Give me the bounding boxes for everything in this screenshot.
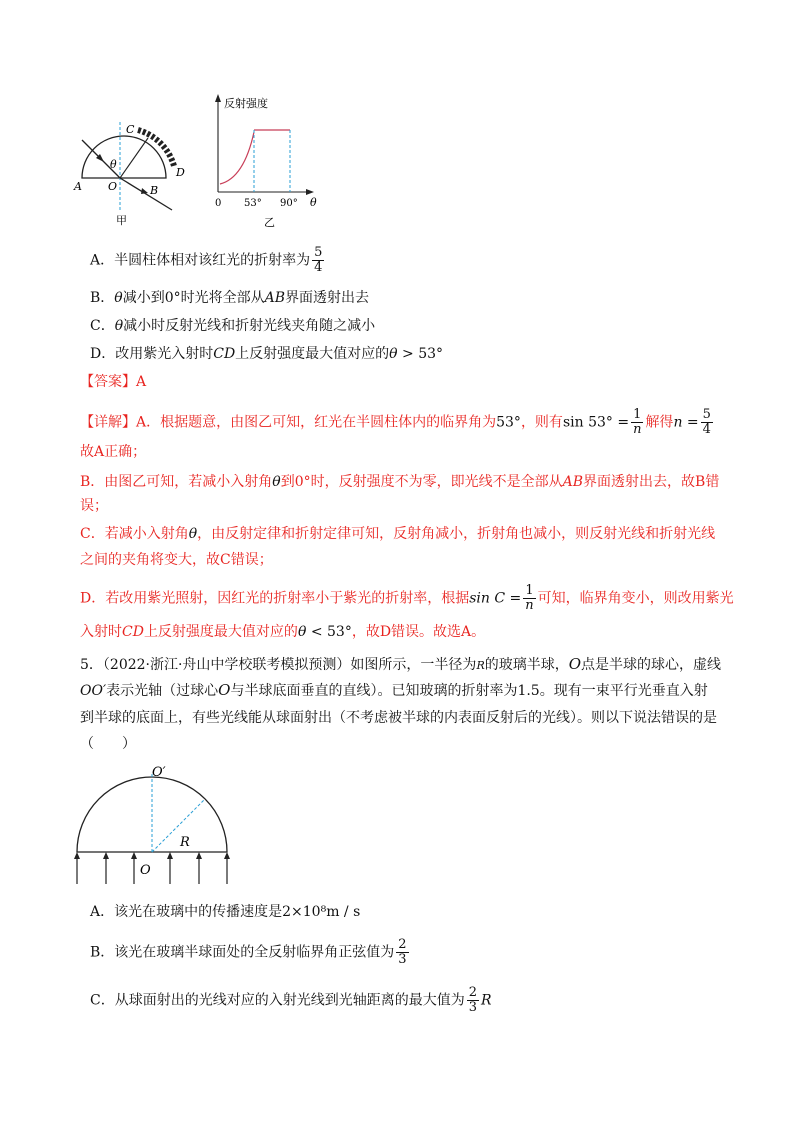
- q5-line4: （ ）: [80, 736, 136, 752]
- figure-jia: [60, 118, 190, 228]
- angle: 53°: [496, 414, 521, 431]
- theta: θ: [114, 290, 123, 306]
- theta: θ: [272, 474, 281, 490]
- text: 界面透射出去，故B错: [583, 474, 720, 490]
- q4-option-a-text: A．半圆柱体相对该红光的折射率为: [90, 252, 311, 269]
- text: > 53°: [397, 346, 444, 362]
- y-arrow: [215, 94, 221, 102]
- oo-var: OO′: [80, 683, 107, 699]
- label-o: O: [140, 863, 151, 878]
- q4-option-c: [90, 316, 375, 336]
- text: ，由反射定律和折射定律可知，反射角减小，折射角也减小，则反射光线和折射光线: [197, 526, 716, 542]
- fraction: [396, 938, 408, 967]
- text: 上反射强度最大值对应的: [235, 346, 390, 362]
- label-o-prime: O′: [152, 765, 166, 780]
- q5-option-c: [90, 986, 492, 1015]
- fraction: [701, 408, 713, 437]
- text: 减小到0°时光将全部从: [122, 290, 265, 306]
- fraction-num: 2: [398, 937, 407, 952]
- text: 入射时: [80, 624, 122, 640]
- ab: AB: [562, 474, 584, 490]
- text: 减小时反射光线和折射光线夹角随之减小: [123, 318, 376, 334]
- text: B．该光在玻璃半球面处的全反射临界角正弦值为: [90, 944, 395, 961]
- label-c: C: [126, 123, 135, 136]
- q5-line2: [80, 680, 708, 701]
- text: ，则有: [520, 414, 563, 431]
- q4-detail-line2: 故A正确；: [80, 444, 147, 460]
- text: C．: [90, 318, 115, 334]
- label-r: R: [180, 835, 190, 850]
- text: 可知，临界角变小，则改用紫光: [537, 590, 734, 607]
- text: 5．（2022·浙江·舟山中学校联考模拟预测）如图所示，一半径为: [80, 657, 477, 673]
- tick-53: 53°: [244, 198, 262, 209]
- text: 上反射强度最大值对应的: [143, 624, 298, 640]
- q4-option-b: [90, 288, 369, 308]
- fraction-num: 1: [523, 584, 535, 599]
- text: C．若减小入射角: [80, 526, 189, 542]
- fraction: [631, 408, 643, 437]
- fraction-den: n: [633, 422, 642, 437]
- q5-option-b: [90, 938, 411, 967]
- text: D．若改用紫光照射，因红光的折射率小于紫光的折射率，根据: [80, 590, 470, 607]
- text: 界面透射出去: [285, 290, 370, 306]
- transmitted-ray: [120, 178, 172, 210]
- q4-detail-line4: 误；: [80, 498, 108, 514]
- label-a: A: [74, 180, 82, 193]
- q4-option-d: [90, 344, 443, 364]
- caption-jia: 甲: [116, 214, 127, 227]
- q5-line1: [80, 654, 721, 676]
- label-o: O: [108, 180, 118, 193]
- q4-detail-line1: [80, 408, 715, 437]
- q4-detail-line8: [80, 622, 485, 642]
- label-theta: θ: [110, 158, 117, 171]
- fraction-den: 4: [314, 260, 323, 275]
- fraction-num: 1: [631, 408, 643, 423]
- answer-value: A: [136, 374, 147, 390]
- q4-option-a: [90, 246, 326, 275]
- r-var: R: [476, 659, 485, 672]
- cd: CD: [213, 346, 236, 362]
- text: D．改用紫光入射时: [90, 346, 214, 362]
- fraction: [467, 986, 479, 1015]
- fraction-num: 5: [314, 245, 323, 260]
- text: 【详解】A．根据题意，由图乙可知，红光在半圆柱体内的临界角为: [80, 414, 497, 431]
- answer-label: 【答案】: [80, 374, 136, 390]
- q4-detail-line7: [80, 584, 734, 613]
- label-d: D: [176, 166, 185, 179]
- caption-yi: 乙: [264, 216, 275, 229]
- x-arrow: [306, 189, 314, 195]
- equation: sin C =: [469, 590, 522, 607]
- text: 表示光轴（过球心: [106, 683, 219, 699]
- theta: θ: [188, 526, 198, 542]
- figure-q5: [68, 764, 238, 890]
- ab: AB: [264, 290, 286, 306]
- fraction-den: n: [525, 598, 534, 613]
- n-eq: n =: [673, 414, 699, 431]
- label-b: B: [150, 184, 159, 197]
- text: B．: [90, 290, 115, 306]
- text: B．由图乙可知，若减小入射角: [80, 474, 273, 490]
- text: ，故D错误。故选A。: [351, 624, 486, 640]
- o-var: O: [218, 681, 231, 699]
- curve-rising: [220, 132, 254, 184]
- fraction-den: 3: [398, 952, 407, 967]
- fraction-den: 4: [702, 422, 711, 437]
- fraction-num: 2: [468, 985, 477, 1000]
- radius-line: [152, 800, 204, 852]
- text: 点是半球的球心，虚线: [581, 657, 722, 673]
- figure-yi: [206, 92, 326, 232]
- theta: θ: [389, 346, 398, 362]
- fraction: [523, 584, 535, 613]
- y-label: 反射强度: [224, 97, 268, 110]
- tick-0: 0: [215, 198, 222, 209]
- text: 到0°时，反射强度不为零，即光线不是全部从: [280, 474, 563, 490]
- r-var: R: [481, 992, 492, 1009]
- fraction-num: 5: [702, 407, 711, 422]
- q4-detail-line5: [80, 524, 715, 544]
- text: C．从球面射出的光线对应的入射光线到光轴距离的最大值为: [90, 992, 465, 1009]
- equation: sin 53° =: [562, 414, 630, 431]
- text: A．该光在玻璃中的传播速度是: [90, 904, 283, 920]
- q5-option-a: [90, 902, 360, 922]
- text: 的玻璃半球，: [484, 657, 569, 673]
- fraction-den: 3: [468, 1000, 477, 1015]
- reflected-ray: [120, 138, 148, 178]
- q4-detail-line6: 之间的夹角将变大，故C错误；: [80, 552, 273, 568]
- text: 与半球底面垂直的直线）。已知玻璃的折射率为1.5。现有一束平行光垂直入射: [230, 683, 708, 699]
- text: 解得: [645, 414, 674, 431]
- q4-answer: [80, 372, 146, 392]
- cd: CD: [122, 624, 144, 640]
- angle: < 53°: [306, 624, 352, 640]
- q4-detail-line3: [80, 472, 719, 492]
- fraction: [312, 246, 324, 275]
- arrow-b: [141, 188, 148, 194]
- speed-value: 2×10⁸m / s: [282, 904, 361, 920]
- screen-cd: [138, 130, 174, 166]
- tick-90: 90°: [280, 198, 298, 209]
- x-label: θ: [310, 196, 317, 209]
- incident-arrows: [74, 852, 230, 884]
- theta: θ: [297, 624, 307, 640]
- q5-line3: 到半球的底面上，有些光线能从球面射出（不考虑被半球的内表面反射后的光线）。则以下说法错误的是: [80, 710, 717, 726]
- o-var: O: [568, 655, 582, 673]
- theta: θ: [114, 318, 124, 334]
